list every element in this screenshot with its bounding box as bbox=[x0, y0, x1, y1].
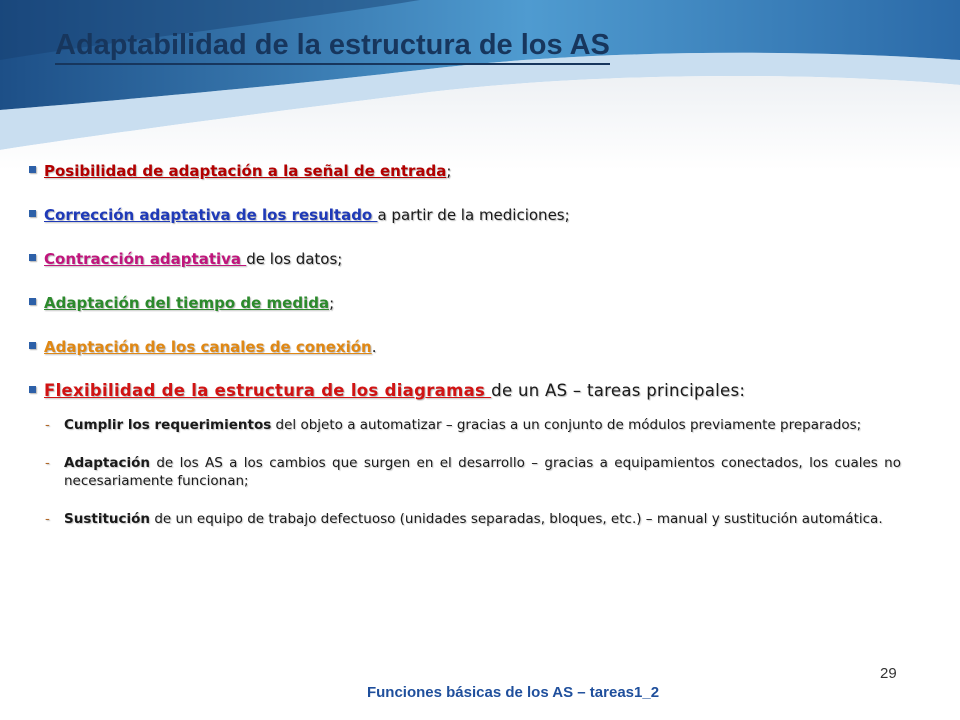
bullet-text: ; bbox=[329, 294, 335, 312]
square-bullet-icon bbox=[29, 298, 36, 305]
dash-marker: - bbox=[45, 511, 50, 527]
bullet-list bbox=[28, 160, 908, 548]
bullet-item bbox=[28, 204, 908, 248]
sub-item-text: de los AS a los cambios que surgen en el desarrollo – gracias a equipamientos conectados, los cuales no necesariamente funcionan; bbox=[64, 455, 901, 489]
bullet-text: de los datos; bbox=[246, 250, 343, 268]
bullet-item bbox=[28, 292, 908, 336]
dash-marker: - bbox=[45, 455, 50, 471]
sub-item-text: del objeto a automatizar – gracias a un conjunto de módulos previamente preparados; bbox=[271, 417, 862, 433]
bullet-link[interactable]: Adaptación de los canales de conexión bbox=[44, 338, 372, 356]
bullet-link[interactable]: Posibilidad de adaptación a la señal de entrada bbox=[44, 162, 447, 180]
dash-marker: - bbox=[45, 417, 50, 433]
sub-item-term: Cumplir los requerimientos bbox=[64, 417, 272, 433]
square-bullet-icon bbox=[29, 166, 36, 173]
bullet-link[interactable]: Contracción adaptativa bbox=[44, 250, 247, 268]
square-bullet-icon bbox=[29, 210, 36, 217]
square-bullet-icon bbox=[29, 386, 36, 393]
sub-item-text: de un equipo de trabajo defectuoso (unidades separadas, bloques, etc.) – manual y sustitución automática. bbox=[150, 511, 883, 527]
bullet-item bbox=[28, 248, 908, 292]
bullet-link[interactable]: Flexibilidad de la estructura de los diagramas bbox=[44, 381, 492, 400]
bullet-text: ; bbox=[446, 162, 452, 180]
bullet-text: . bbox=[371, 338, 377, 356]
slide-title: Adaptabilidad de la estructura de los AS bbox=[55, 28, 610, 65]
bullet-item bbox=[28, 380, 908, 416]
bullet-link[interactable]: Corrección adaptativa de los resultado bbox=[44, 206, 378, 224]
square-bullet-icon bbox=[29, 342, 36, 349]
page-number: 29 bbox=[880, 665, 897, 682]
slide-footer: Funciones básicas de los AS – tareas1_2 bbox=[366, 684, 660, 701]
sub-item bbox=[45, 510, 901, 528]
bullet-item bbox=[28, 160, 908, 204]
sub-item-term: Sustitución bbox=[64, 511, 151, 527]
square-bullet-icon bbox=[29, 254, 36, 261]
sub-item bbox=[45, 454, 901, 490]
bullet-link[interactable]: Adaptación del tiempo de medida bbox=[44, 294, 330, 312]
bullet-item bbox=[28, 336, 908, 380]
sub-item bbox=[45, 416, 901, 434]
header-swoosh-background bbox=[0, 0, 960, 170]
sub-item-term: Adaptación bbox=[64, 455, 150, 471]
bullet-text: a partir de la mediciones; bbox=[377, 206, 570, 224]
bullet-text: de un AS – tareas principales: bbox=[491, 381, 746, 400]
